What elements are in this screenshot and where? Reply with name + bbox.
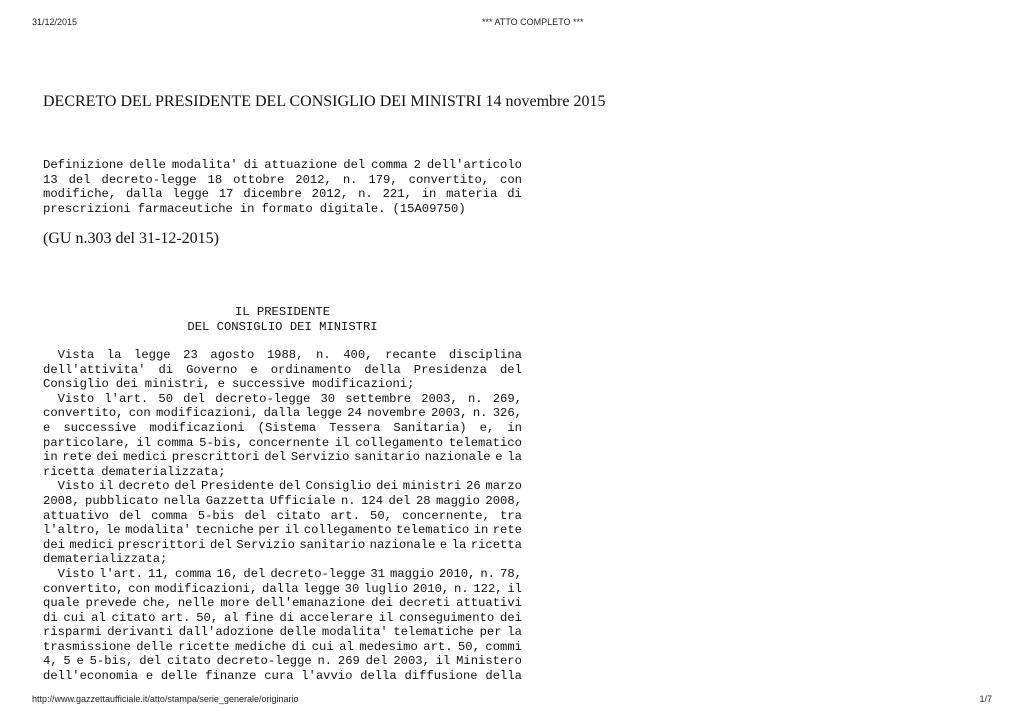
body-line [43, 465, 522, 480]
word: con [500, 172, 522, 187]
word: 326, [492, 406, 522, 421]
word: del [209, 537, 232, 552]
word: n. [316, 348, 331, 362]
word: dei [376, 479, 399, 494]
word: dei [371, 596, 394, 611]
word: e [43, 420, 51, 435]
word: il [136, 435, 152, 450]
word: quale [43, 596, 80, 611]
word: dematerializzata; [101, 464, 226, 479]
source-url[interactable]: http://www.gazzettaufficiale.it/atto/stampa/serie_generale/originario [32, 694, 299, 704]
word: modificazioni, [154, 581, 258, 596]
word: 78, [500, 566, 522, 581]
word: 5-bis, [89, 654, 134, 669]
word: 50, [457, 639, 480, 654]
decree-body [43, 348, 522, 684]
decree-title: DECRETO DEL PRESIDENTE DEL CONSIGLIO DEI MINISTRI 14 novembre 2015 [43, 93, 606, 110]
word: comma [151, 508, 188, 523]
word: Visto [43, 479, 95, 494]
summary-line [43, 187, 522, 202]
word: more [220, 596, 250, 611]
word: legge [134, 348, 171, 362]
word: 179, [368, 172, 398, 187]
word: e [439, 537, 448, 552]
body-line [43, 552, 522, 567]
word: dell'emanazione [255, 596, 366, 611]
word: legge [305, 406, 343, 421]
word: di [279, 610, 295, 625]
body-line [43, 494, 522, 509]
word: tra [500, 508, 522, 523]
word: Visto [43, 391, 95, 406]
word: del [278, 479, 301, 494]
word: n. [480, 566, 496, 581]
body-line [43, 640, 522, 655]
word: Presidenza [413, 362, 487, 377]
word: del [388, 493, 411, 508]
word: prescrittori [171, 450, 260, 465]
body-line [43, 363, 522, 378]
word: art. [161, 610, 191, 625]
body-line [43, 654, 522, 669]
issuer-line-2: DEL CONSIGLIO DEI MINISTRI [187, 320, 378, 334]
word: dell'articolo [426, 158, 522, 172]
word: il [435, 654, 451, 669]
word: 2012, [295, 172, 332, 187]
word: convertito, [408, 172, 490, 187]
word: n. [340, 493, 356, 508]
summary-line [43, 158, 522, 173]
word: Consiglio [305, 479, 372, 494]
word: modalita' [171, 158, 238, 172]
word: 124 [361, 493, 384, 508]
word: modificazioni, [155, 406, 259, 421]
word: dei [115, 377, 138, 392]
word: nella [163, 493, 201, 508]
body-line [43, 567, 522, 582]
word: finanze [205, 669, 257, 684]
body-line [43, 348, 522, 363]
word: 28 [415, 493, 431, 508]
word: delle [136, 639, 173, 654]
word: 30 [344, 581, 360, 596]
word: e [250, 362, 258, 377]
word: trasmissione [43, 639, 131, 654]
word: dei [499, 610, 522, 625]
word: e [76, 654, 84, 669]
summary-line [43, 202, 522, 217]
word: 5-bis, [199, 435, 244, 450]
word: con [128, 406, 151, 421]
word: dalla [263, 406, 301, 421]
word: comma [371, 158, 408, 172]
word: comma [156, 435, 194, 450]
body-line [43, 523, 522, 538]
word: citato [276, 508, 321, 523]
word: il [284, 523, 300, 538]
word: del [68, 172, 91, 187]
word: di [43, 610, 58, 625]
word: telematiche [393, 625, 474, 640]
word: al [223, 610, 239, 625]
word: di [507, 187, 522, 202]
word: risparmi [43, 625, 102, 640]
word: 17 [218, 187, 234, 202]
word: Presidente [200, 479, 275, 494]
word: 4, [43, 654, 58, 669]
word: collegamento [303, 523, 392, 538]
body-line [43, 450, 522, 465]
word: attuativi [456, 596, 522, 611]
word: 24 [347, 406, 362, 421]
word: del [365, 654, 388, 669]
word: della [485, 669, 522, 684]
word: dall'adozione [178, 625, 274, 640]
body-line [43, 406, 522, 421]
word: tecniche [195, 523, 254, 538]
word: decreto-legge [270, 566, 366, 581]
word: collegamento [355, 435, 444, 450]
word: n. [358, 187, 373, 202]
word: (Sistema [257, 420, 317, 435]
word: in [421, 187, 437, 202]
word: legge [303, 581, 340, 596]
word: 23 [183, 348, 198, 362]
word: 5 [63, 654, 71, 669]
word: dei [43, 537, 65, 552]
word: del [499, 362, 522, 377]
word: settembre [345, 391, 412, 406]
word: ricetta [470, 537, 522, 552]
word: 5-bis [197, 508, 235, 523]
word: delle [160, 669, 198, 684]
word: dalla [262, 581, 299, 596]
word: Visto [43, 566, 95, 581]
word: n. [317, 654, 333, 669]
word: 122, [473, 581, 503, 596]
word: Sanitaria) [393, 420, 467, 435]
word: il [378, 610, 394, 625]
word: Ministero [456, 654, 522, 669]
word: ricette [178, 639, 230, 654]
word: rete [62, 450, 92, 465]
word: Consiglio [43, 377, 109, 392]
word: della [364, 362, 401, 377]
page-number: 1/7 [979, 694, 992, 704]
word: dicembre [243, 187, 302, 202]
word: del [183, 391, 206, 406]
word: conseguimento [399, 610, 495, 625]
word: attuativo [43, 508, 109, 523]
word: materia [446, 187, 498, 202]
word: in [507, 420, 522, 435]
word: Tessera [329, 420, 381, 435]
word: Definizione [43, 158, 124, 172]
word: fine [244, 610, 274, 625]
word: n. [467, 391, 483, 406]
print-date: 31/12/2015 [32, 17, 78, 27]
word: 13 [43, 172, 58, 187]
word: particolare, [43, 435, 131, 450]
word: agosto [210, 348, 255, 362]
word: nazionale [424, 450, 491, 465]
word: maggio [390, 566, 434, 581]
body-line [43, 421, 522, 436]
word: 269, [492, 391, 522, 406]
word: formato [261, 201, 313, 216]
word: medici [123, 450, 167, 465]
word: le [105, 523, 121, 538]
word: luglio [364, 581, 408, 596]
word: farmaceutiche [137, 201, 233, 216]
word: 16, [216, 566, 239, 581]
word: l'avvio [301, 669, 353, 684]
word: prevede [85, 596, 137, 611]
word: cui [311, 639, 334, 654]
word: comma [174, 566, 212, 581]
word: e [217, 377, 225, 392]
word: accelerare [299, 610, 373, 625]
word: 269 [337, 654, 360, 669]
word: 11, [148, 566, 170, 581]
word: 18 [207, 172, 223, 187]
word: di [243, 158, 259, 172]
decree-summary [43, 158, 522, 216]
word: 50, [196, 610, 219, 625]
word: Gazzetta [205, 493, 265, 508]
word: 50, [370, 508, 392, 523]
word: Vista [43, 348, 95, 362]
word: modalita' [125, 523, 191, 538]
word: concernente [248, 435, 330, 450]
word: 2012, [311, 187, 349, 202]
word: del [264, 450, 287, 465]
print-header-title: *** ATTO COMPLETO *** [482, 17, 584, 27]
word: del [139, 654, 162, 669]
word: il [334, 435, 350, 450]
word: medesimo [359, 639, 418, 654]
word: ricetta [43, 464, 95, 479]
body-line [43, 669, 522, 684]
word: 26 [466, 479, 481, 494]
word: 1988, [266, 348, 304, 362]
word: art. [423, 639, 453, 654]
word: medici [69, 537, 114, 552]
word: del [243, 566, 266, 581]
word: dei [96, 450, 119, 465]
word: n. [342, 172, 358, 187]
word: 31 [370, 566, 386, 581]
word: del [118, 508, 141, 523]
gazette-reference: (GU n.303 del 31-12-2015) [43, 230, 219, 247]
body-line [43, 582, 522, 597]
word: decreto-legge [215, 391, 311, 406]
body-line [43, 377, 522, 392]
word: nazionale [369, 537, 436, 552]
word: (15A09750) [392, 201, 466, 216]
word: sanitario [299, 537, 366, 552]
word: citato [166, 654, 211, 669]
word: decreti [399, 596, 451, 611]
word: la [507, 450, 522, 465]
word: modifiche, [43, 187, 117, 202]
body-line [43, 611, 522, 626]
word: Servizio [236, 537, 295, 552]
body-line [43, 436, 522, 451]
word: dell'attivita' [43, 362, 146, 377]
body-line [43, 509, 522, 524]
word: 2010, [438, 566, 476, 581]
word: diffusione [404, 669, 478, 684]
body-line [43, 392, 522, 407]
word: l'art. [104, 391, 149, 406]
word: attuazione [264, 158, 338, 172]
word: prescrizioni [43, 201, 131, 216]
word: rete [492, 523, 522, 538]
body-line [43, 625, 522, 640]
word: della [360, 669, 397, 684]
word: Governo [186, 362, 238, 377]
word: derivanti [107, 625, 174, 640]
word: e [495, 450, 503, 465]
word: decreto-legge [216, 654, 312, 669]
word: Servizio [290, 450, 350, 465]
word: in [239, 201, 255, 216]
word: e [145, 669, 154, 684]
word: citato [111, 610, 156, 625]
word: modificazioni; [312, 377, 415, 392]
word: decreto [118, 479, 170, 494]
word: n. [453, 581, 469, 596]
word: marzo [485, 479, 522, 494]
word: ministri, [144, 377, 211, 392]
word: il [507, 581, 522, 596]
word: ordinamento [270, 362, 352, 377]
word: che, [142, 596, 172, 611]
word: di [291, 639, 307, 654]
word: mediche [234, 639, 287, 654]
word: concernente, [402, 508, 490, 523]
word: 221, [382, 187, 412, 202]
word: in [43, 450, 58, 465]
word: al [339, 639, 354, 654]
word: cura [264, 669, 294, 684]
word: maggio [436, 493, 480, 508]
word: ottobre [233, 172, 285, 187]
word: del [244, 508, 267, 523]
issuer-line-1: IL PRESIDENTE [234, 305, 331, 319]
word: novembre [367, 406, 426, 421]
word: per [479, 625, 502, 640]
word: decreto-legge [101, 172, 197, 187]
word: in [473, 523, 489, 538]
word: cui [63, 610, 86, 625]
word: digitale. [319, 201, 386, 216]
word: Ufficiale [269, 493, 336, 508]
word: la [451, 537, 467, 552]
word: modificazioni [149, 420, 245, 435]
word: l'altro, [43, 523, 102, 538]
word: 2003, [421, 391, 458, 406]
word: telematico [448, 435, 522, 450]
word: con [128, 581, 151, 596]
word: convertito, [43, 406, 124, 421]
word: successive [231, 377, 306, 392]
word: 400, [343, 348, 373, 362]
body-line [43, 479, 522, 494]
word: al [91, 610, 106, 625]
word: dematerializzata; [43, 552, 168, 567]
word: nelle [177, 596, 215, 611]
word: delle [129, 158, 166, 172]
word: prescrittori [117, 537, 206, 552]
word: ministri [402, 479, 462, 494]
word: successive [63, 420, 137, 435]
word: art. [330, 508, 360, 523]
word: 2010, [412, 581, 450, 596]
word: l'art. [99, 566, 144, 581]
word: recante [385, 348, 437, 362]
body-line [43, 538, 522, 553]
word: 2003, [430, 406, 468, 421]
word: e, [479, 420, 495, 435]
word: commi [485, 639, 522, 654]
word: 50 [158, 391, 174, 406]
word: sanitario [354, 450, 420, 465]
word: 30 [320, 391, 336, 406]
body-line [43, 596, 522, 611]
word: telematico [396, 523, 470, 538]
word: dell'economia [43, 669, 139, 684]
word: 2008, [43, 493, 80, 508]
summary-line [43, 173, 522, 188]
word: legge [172, 187, 209, 202]
word: convertito, [43, 581, 124, 596]
word: dalla [125, 187, 163, 202]
word: il [98, 479, 114, 494]
word: la [507, 625, 522, 640]
word: 2 [413, 158, 421, 172]
word: 2008, [485, 493, 522, 508]
word: del [174, 479, 197, 494]
word: delle [279, 625, 317, 640]
word: modalita' [321, 625, 388, 640]
word: 2003, [393, 654, 430, 669]
word: di [158, 362, 174, 377]
word: del [343, 158, 366, 172]
word: per [258, 523, 281, 538]
word: la [106, 348, 122, 362]
word: pubblicato [85, 493, 159, 508]
word: n. [472, 406, 488, 421]
word: disciplina [448, 348, 522, 362]
